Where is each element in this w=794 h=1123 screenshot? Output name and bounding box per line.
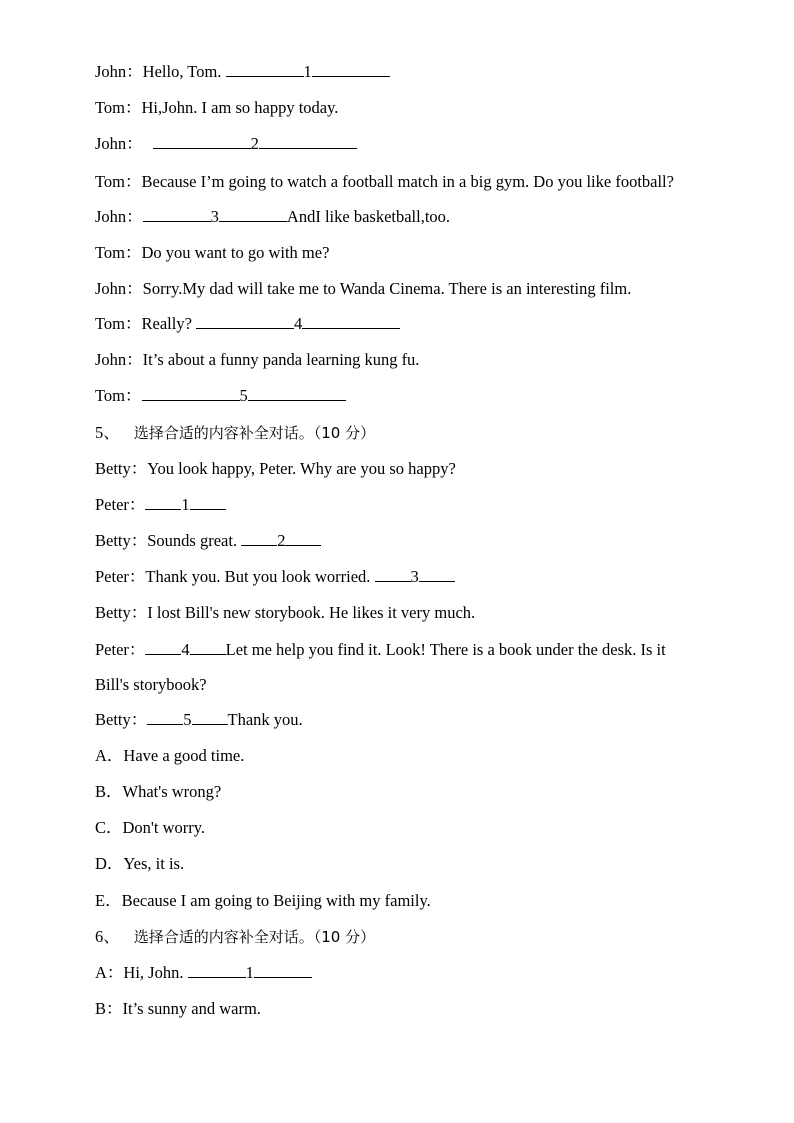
section-instructions: 选择合适的内容补全对话。（10 分） — [133, 927, 376, 946]
dialogue-line — [95, 271, 685, 306]
section-number: 5、 — [95, 422, 120, 442]
line-text: Really? — [141, 313, 197, 333]
dialogue-line — [95, 164, 685, 199]
option-text: C．Don't worry. — [95, 818, 206, 838]
answer-blank[interactable] — [188, 963, 246, 978]
speaker-label: Peter： — [95, 494, 146, 514]
option-text: A．Have a good time. — [95, 745, 245, 765]
answer-blank[interactable] — [147, 710, 183, 725]
speaker-label: John： — [95, 206, 143, 226]
speaker-label: Betty： — [95, 709, 148, 729]
line-text: Do you want to go with me? — [141, 242, 330, 262]
answer-blank[interactable] — [226, 62, 304, 77]
answer-blank[interactable] — [312, 62, 390, 77]
speaker-label: Betty： — [95, 458, 148, 478]
dialogue-line — [95, 991, 695, 1027]
answer-blank[interactable] — [145, 640, 181, 655]
answer-blank[interactable] — [142, 386, 240, 401]
answer-blank[interactable] — [219, 207, 287, 222]
answer-blank[interactable] — [196, 314, 294, 329]
blank-number: 2 — [250, 134, 259, 154]
dialogue-line — [95, 378, 695, 414]
dialogue-line — [95, 199, 695, 235]
dialogue-line — [95, 54, 695, 90]
option-text: D．Yes, it is. — [95, 854, 185, 874]
speaker-label: Tom： — [95, 242, 142, 262]
line-text: It’s sunny and warm. — [122, 999, 261, 1019]
dialogue-line — [95, 451, 695, 487]
document-page — [95, 54, 695, 1027]
dialogue-line — [95, 632, 685, 702]
answer-blank[interactable] — [248, 386, 346, 401]
line-text: Hello, Tom. — [142, 62, 226, 81]
speaker-label: Peter： — [95, 567, 146, 587]
speaker-label: John： — [95, 134, 143, 154]
dialogue-line — [95, 955, 695, 991]
option-d — [95, 846, 695, 882]
blank-number: 3 — [210, 206, 219, 226]
section-heading — [95, 415, 695, 451]
answer-blank[interactable] — [241, 531, 277, 546]
dialogue-line — [95, 90, 695, 126]
option-b — [95, 774, 695, 810]
line-text: Thank you. — [227, 709, 303, 729]
blank-number: 4 — [294, 313, 303, 333]
answer-blank[interactable] — [190, 640, 226, 655]
line-text: Sounds great. — [147, 531, 242, 551]
line-text: Let me help you find it. Look! There is a book under the desk. Is it Bill's storybook? — [95, 639, 666, 694]
answer-blank[interactable] — [375, 567, 411, 582]
speaker-label: Tom： — [95, 98, 142, 118]
answer-blank[interactable] — [190, 495, 226, 510]
blank-number: 1 — [245, 962, 254, 982]
line-text: Because I’m going to watch a football match in a big gym. Do you like football? — [141, 171, 674, 191]
blank-number: 2 — [277, 531, 286, 551]
answer-blank[interactable] — [153, 134, 251, 149]
blank-number: 4 — [181, 639, 190, 659]
dialogue-line — [95, 487, 695, 523]
speaker-label: John： — [95, 278, 143, 298]
blank-number: 5 — [183, 709, 192, 729]
dialogue-line — [95, 306, 695, 342]
line-text: I lost Bill's new storybook. He likes it very much. — [147, 603, 476, 623]
speaker-label: Tom： — [95, 171, 142, 191]
blank-number: 5 — [239, 386, 248, 406]
dialogue-line — [95, 559, 695, 595]
line-text: Hi, John. — [123, 962, 188, 982]
blank-number: 1 — [181, 494, 190, 514]
speaker-label: Tom： — [95, 313, 142, 333]
dialogue-line — [95, 702, 695, 738]
blank-number: 3 — [410, 567, 419, 587]
line-text: It’s about a funny panda learning kung fu. — [142, 350, 420, 370]
section-number: 6、 — [95, 926, 120, 946]
speaker-label: John： — [95, 350, 143, 370]
speaker-label: Peter： — [95, 639, 146, 659]
option-a — [95, 738, 695, 774]
answer-blank[interactable] — [259, 134, 357, 149]
dialogue-line — [95, 595, 695, 631]
section-heading — [95, 919, 695, 955]
speaker-label: Tom： — [95, 386, 142, 406]
speaker-label: A： — [95, 962, 124, 982]
line-text: Thank you. But you look worried. — [145, 567, 375, 587]
dialogue-line — [95, 235, 695, 271]
answer-blank[interactable] — [302, 314, 400, 329]
line-text: You look happy, Peter. Why are you so happy? — [147, 458, 456, 478]
option-e — [95, 883, 695, 919]
answer-blank[interactable] — [285, 531, 321, 546]
dialogue-line — [95, 523, 695, 559]
answer-blank[interactable] — [143, 207, 211, 222]
option-c — [95, 810, 695, 846]
section-instructions: 选择合适的内容补全对话。（10 分） — [133, 423, 376, 442]
speaker-label: B： — [95, 999, 123, 1019]
dialogue-line — [95, 342, 695, 378]
line-text: AndI like basketball,too. — [286, 206, 451, 226]
dialogue-line — [95, 126, 695, 162]
answer-blank[interactable] — [254, 963, 312, 978]
option-text: E．Because I am going to Beijing with my family. — [95, 890, 431, 910]
speaker-label: Betty： — [95, 531, 148, 551]
blank-number: 1 — [303, 62, 312, 81]
answer-blank[interactable] — [419, 567, 455, 582]
line-text: Sorry.My dad will take me to Wanda Cinema. There is an interesting film. — [142, 278, 632, 298]
speaker-label: Betty： — [95, 603, 148, 623]
speaker-label: John： — [95, 62, 143, 81]
option-text: B．What's wrong? — [95, 782, 222, 801]
line-text: Hi,John. I am so happy today. — [141, 98, 339, 118]
answer-blank[interactable] — [192, 710, 228, 725]
answer-blank[interactable] — [145, 495, 181, 510]
